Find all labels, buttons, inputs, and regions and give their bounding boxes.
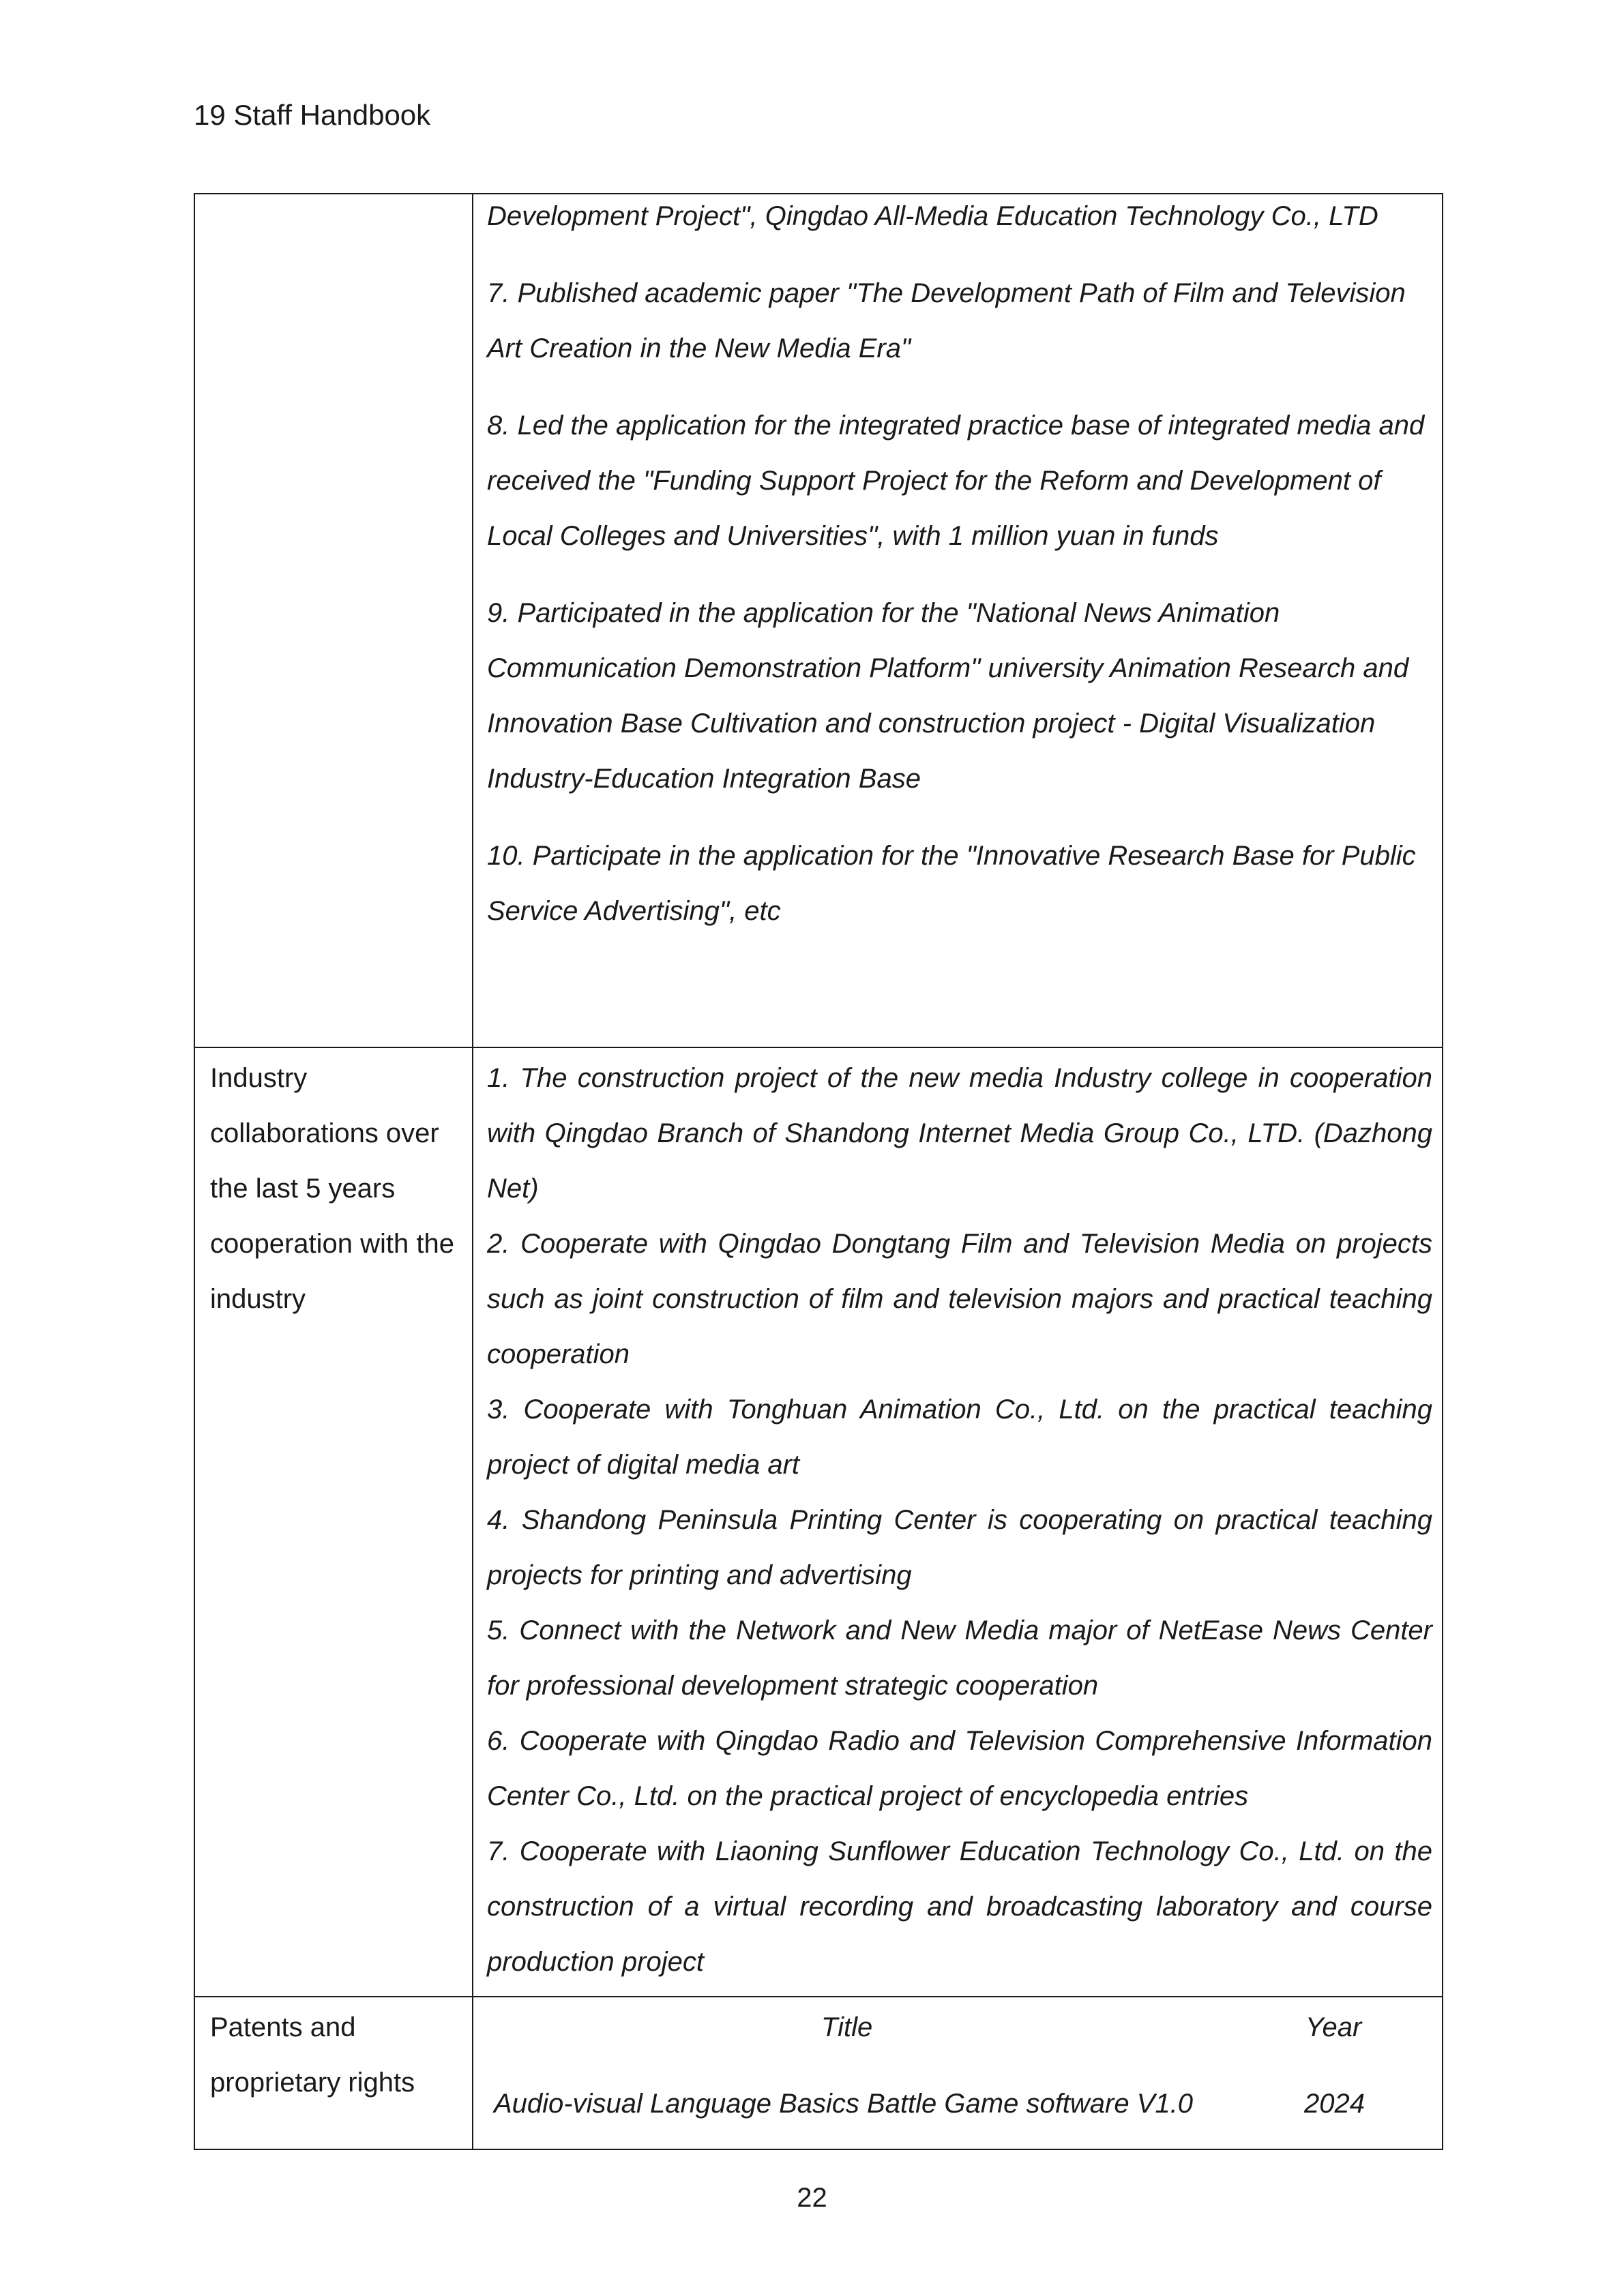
- collaboration-item-2: 2. Cooperate with Qingdao Dongtang Film and Television Media on projects such as joint construction of film and television majors and practical teaching cooperation: [487, 1229, 1432, 1369]
- project-item-7: 7. Published academic paper "The Development Path of Film and Television Art Creation in the New Media Era": [487, 278, 1406, 363]
- row2-label-cell: [194, 1047, 473, 1997]
- project-item-8: 8. Led the application for the integrated practice base of integrated media and received the "Funding Support Project for the Reform and Development of Local Colleges and Universities", with 1 million yuan in funds: [487, 411, 1425, 551]
- row1-content-cell: [473, 194, 1443, 1047]
- collaboration-item-3: 3. Cooperate with Tonghuan Animation Co., Ltd. on the practical teaching project of digital media art: [487, 1395, 1432, 1480]
- patent-title-header: Title: [821, 2012, 873, 2042]
- project-item-9: 9. Participated in the application for the "National News Animation Communication Demonstration Platform" university Animation Research and Innovation Base Cultivation and construction project - Digital Visualization Industry-Education Integration Base: [487, 598, 1409, 794]
- patents-label: Patents and proprietary rights: [210, 2012, 415, 2098]
- row1-label: [195, 194, 472, 197]
- project-item-10: 10. Participate in the application for the "Innovative Research Base for Public Service Advertising", etc: [487, 841, 1416, 926]
- staff-profile-table: [194, 193, 1443, 2150]
- collaboration-item-5: 5. Connect with the Network and New Media major of NetEase News Center for professional development strategic cooperation: [487, 1615, 1432, 1701]
- row3-content-cell: [473, 1997, 1443, 2149]
- table-row-industry-collaborations: [194, 1047, 1443, 1997]
- page-number: 22: [797, 2183, 827, 2213]
- patent-entry-year: 2024: [1304, 2089, 1365, 2119]
- row3-label-cell: [194, 1997, 473, 2149]
- patent-entry-title: Audio-visual Language Basics Battle Game software V1.0: [494, 2089, 1194, 2119]
- industry-collaborations-label: Industry collaborations over the last 5 years cooperation with the industry: [210, 1063, 455, 1314]
- table-row-patents: [194, 1997, 1443, 2149]
- collaboration-item-6: 6. Cooperate with Qingdao Radio and Television Comprehensive Information Center Co., Ltd. on the practical project of encyclopedia entries: [487, 1726, 1432, 1811]
- patent-year-header: Year: [1305, 2012, 1362, 2042]
- row2-content-cell: [473, 1047, 1443, 1997]
- table-row-projects: [194, 194, 1443, 1047]
- collaboration-item-7: 7. Cooperate with Liaoning Sunflower Education Technology Co., Ltd. on the construction of a virtual recording and broadcasting laboratory and course production project: [487, 1836, 1432, 1977]
- project-item-6-continued: Development Project", Qingdao All-Media Education Technology Co., LTD: [487, 201, 1378, 231]
- collaboration-item-1: 1. The construction project of the new media Industry college in cooperation with Qingdao Branch of Shandong Internet Media Group Co., LTD. (Dazhong Net): [487, 1063, 1432, 1204]
- row1-label-cell: [194, 194, 473, 1047]
- running-header: 19 Staff Handbook: [194, 99, 431, 131]
- collaboration-item-4: 4. Shandong Peninsula Printing Center is cooperating on practical teaching projects for printing and advertising: [487, 1505, 1432, 1590]
